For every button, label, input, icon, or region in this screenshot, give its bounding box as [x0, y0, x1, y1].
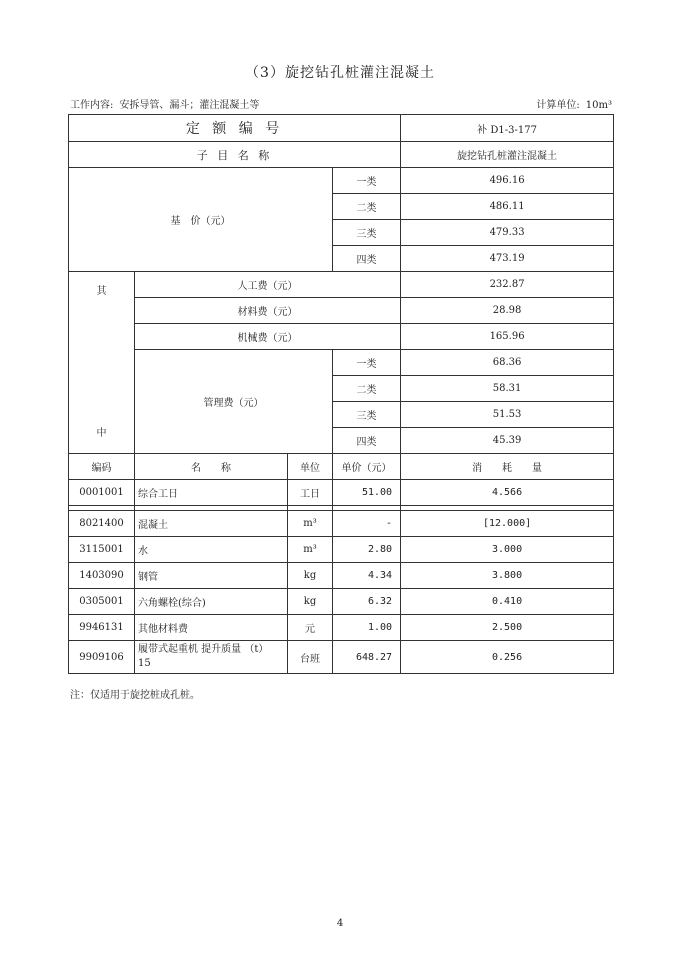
quota-number-label: 定 额 编 号	[69, 115, 401, 142]
machine-cost-row	[69, 324, 614, 350]
resource-unit: 元	[288, 615, 333, 641]
unit-label: 计算单位:	[536, 100, 580, 111]
resource-code: 0001001	[69, 480, 135, 506]
base-price-value: 473.19	[401, 246, 614, 272]
resource-row	[69, 511, 614, 537]
resource-qty: 0.256	[401, 641, 614, 674]
quota-number-value: 补 D1-3-177	[401, 115, 614, 142]
section-title: （3）旋挖钻孔桩灌注混凝土	[245, 65, 435, 81]
resource-name: 六角螺栓(综合)	[135, 589, 288, 615]
breakdown-label-top: 其	[96, 286, 107, 297]
mgmt-fee-value: 58.31	[401, 376, 614, 402]
resource-unit: m³	[288, 511, 333, 537]
base-price-class: 二类	[333, 194, 401, 220]
col-consumption: 消 耗 量	[401, 454, 614, 480]
resource-code: 3115001	[69, 537, 135, 563]
resource-name: 履带式起重机 提升质量 （t） 15	[135, 641, 288, 674]
resource-row	[69, 589, 614, 615]
col-price: 单价（元）	[333, 454, 401, 480]
base-price-class: 一类	[333, 168, 401, 194]
item-name-value: 旋挖钻孔桩灌注混凝土	[401, 142, 614, 168]
resource-qty: 0.410	[401, 589, 614, 615]
resource-row	[69, 480, 614, 506]
resource-price: 51.00	[333, 480, 401, 506]
mgmt-fee-value: 51.53	[401, 402, 614, 428]
work-content	[70, 96, 265, 111]
resource-name: 其他材料费	[135, 615, 288, 641]
resource-price: 2.80	[333, 537, 401, 563]
mgmt-fee-class: 三类	[333, 402, 401, 428]
resource-qty: 2.500	[401, 615, 614, 641]
base-price-row	[69, 168, 614, 194]
resource-price: -	[333, 511, 401, 537]
resource-price: 6.32	[333, 589, 401, 615]
labor-cost-value: 232.87	[401, 272, 614, 298]
resource-unit: kg	[288, 589, 333, 615]
resource-name: 钢管	[135, 563, 288, 589]
resource-code: 9909106	[69, 641, 135, 674]
breakdown-label-bottom: 中	[96, 428, 107, 439]
resource-unit: kg	[288, 563, 333, 589]
base-price-label: 基 价（元）	[69, 168, 333, 272]
resource-qty: 3.000	[401, 537, 614, 563]
resource-qty: 4.566	[401, 480, 614, 506]
mgmt-fee-class: 一类	[333, 350, 401, 376]
mgmt-fee-value: 45.39	[401, 428, 614, 454]
item-name-row	[69, 142, 614, 168]
base-price-class: 四类	[333, 246, 401, 272]
resource-price: 4.34	[333, 563, 401, 589]
machine-cost-value: 165.96	[401, 324, 614, 350]
breakdown-label	[69, 272, 135, 454]
page-number: 4	[336, 918, 344, 929]
resource-price: 648.27	[333, 641, 401, 674]
base-price-value: 479.33	[401, 220, 614, 246]
machine-cost-label: 机械费（元）	[135, 324, 401, 350]
item-name-label: 子 目 名 称	[69, 142, 401, 168]
base-price-value: 486.11	[401, 194, 614, 220]
resource-unit: 工日	[288, 480, 333, 506]
unit-value: 10m³	[585, 100, 612, 111]
mgmt-fee-class: 四类	[333, 428, 401, 454]
resource-name: 混凝土	[135, 511, 288, 537]
resource-unit: 台班	[288, 641, 333, 674]
resource-row	[69, 641, 614, 674]
quota-number-row	[69, 115, 614, 142]
unit-info	[536, 96, 612, 111]
base-price-value: 496.16	[401, 168, 614, 194]
material-cost-label: 材料费（元）	[135, 298, 401, 324]
column-header-row	[69, 454, 614, 480]
resource-row	[69, 537, 614, 563]
labor-cost-label: 人工费（元）	[135, 272, 401, 298]
col-code: 编码	[69, 454, 135, 480]
base-price-class: 三类	[333, 220, 401, 246]
resource-code: 0305001	[69, 589, 135, 615]
mgmt-fee-label: 管理费（元）	[135, 350, 333, 454]
resource-row	[69, 615, 614, 641]
quota-table	[68, 114, 614, 674]
mgmt-fee-row	[69, 350, 614, 376]
mgmt-fee-value: 68.36	[401, 350, 614, 376]
mgmt-fee-class: 二类	[333, 376, 401, 402]
resource-code: 1403090	[69, 563, 135, 589]
resource-code: 9946131	[69, 615, 135, 641]
work-content-value: 安拆导管、漏斗；灌注混凝土等	[119, 100, 260, 111]
resource-code: 8021400	[69, 511, 135, 537]
resource-name: 综合工日	[135, 480, 288, 506]
resource-qty: 3.800	[401, 563, 614, 589]
footnote: 注：仅适用于旋挖桩成孔桩。	[70, 690, 200, 701]
resource-price: 1.00	[333, 615, 401, 641]
resource-qty: [12.000]	[401, 511, 614, 537]
resource-name: 水	[135, 537, 288, 563]
material-cost-row	[69, 298, 614, 324]
col-unit: 单位	[288, 454, 333, 480]
work-content-label: 工作内容:	[70, 100, 114, 111]
resource-unit: m³	[288, 537, 333, 563]
labor-cost-row	[69, 272, 614, 298]
material-cost-value: 28.98	[401, 298, 614, 324]
resource-row	[69, 563, 614, 589]
col-name: 名 称	[135, 454, 288, 480]
